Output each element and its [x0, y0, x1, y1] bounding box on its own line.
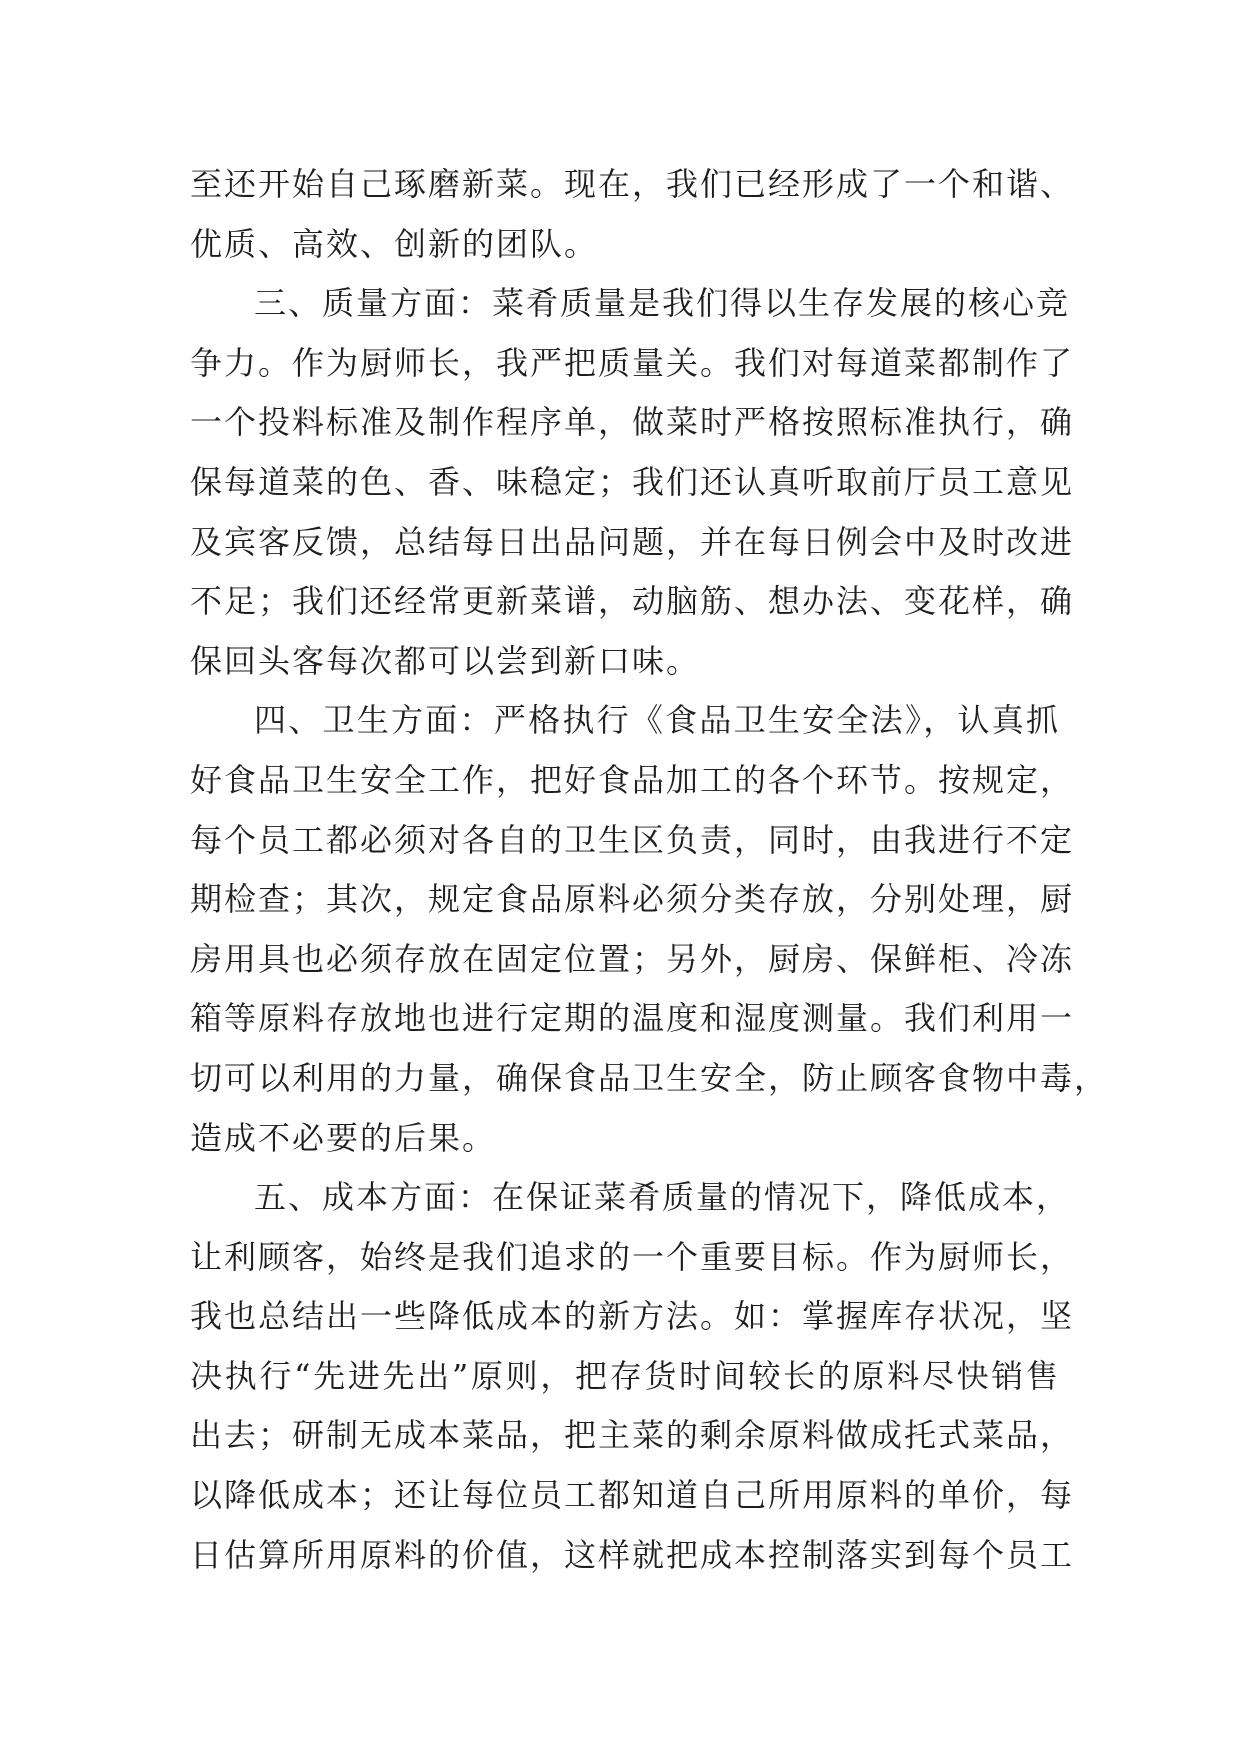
text-line: 房用具也必须存放在固定位置；另外，厨房、保鲜柜、冷冻 [190, 939, 1075, 978]
text-line: 期检查；其次，规定食品原料必须分类存放，分别处理，厨 [190, 880, 1075, 919]
text-line: 保每道菜的色、香、味稳定；我们还认真听取前厅员工意见 [190, 462, 1075, 501]
text-line: 让利顾客，始终是我们追求的一个重要目标。作为厨师长， [190, 1237, 1075, 1276]
text-line: 造成不必要的后果。 [190, 1118, 497, 1157]
text-line: 以降低成本；还让每位员工都知道自己所用原料的单价，每 [190, 1476, 1075, 1515]
text-line: 争力。作为厨师长，我严把质量关。我们对每道菜都制作了 [190, 343, 1075, 382]
text-line: 每个员工都必须对各自的卫生区负责，同时，由我进行不定 [190, 820, 1075, 859]
text-line: 切可以利用的力量，确保食品卫生安全，防止顾客食物中毒， [190, 1058, 1109, 1097]
text-line: 不足；我们还经常更新菜谱，动脑筋、想办法、变花样，确 [190, 582, 1075, 621]
text-line: 箱等原料存放地也进行定期的温度和湿度测量。我们利用一 [190, 999, 1075, 1038]
text-line: 三、质量方面：菜肴质量是我们得以生存发展的核心竞 [254, 284, 1071, 323]
text-line: 我也总结出一些降低成本的新方法。如：掌握库存状况，坚 [190, 1297, 1075, 1336]
text-line: 出去；研制无成本菜品，把主菜的剩余原料做成托式菜品， [190, 1416, 1075, 1455]
text-line: 至还开始自己琢磨新菜。现在，我们已经形成了一个和谐、 [190, 165, 1075, 203]
text-line: 保回头客每次都可以尝到新口味。 [190, 641, 701, 680]
text-line: 四、卫生方面：严格执行《食品卫生安全法》，认真抓 [254, 701, 1060, 740]
body-text [190, 155, 1109, 1585]
text-line: 决执行“先进先出”原则，把存货时间较长的原料尽快销售 [190, 1356, 1060, 1395]
text-line: 好食品卫生安全工作，把好食品加工的各个环节。按规定， [190, 760, 1075, 799]
text-line: 日估算所用原料的价值，这样就把成本控制落实到每个员工 [190, 1535, 1075, 1574]
text-line: 及宾客反馈，总结每日出品问题，并在每日例会中及时改进 [190, 522, 1075, 561]
text-line: 一个投料标准及制作程序单，做菜时严格按照标准执行，确 [190, 403, 1075, 442]
text-line: 优质、高效、创新的团队。 [190, 224, 599, 263]
text-line: 五、成本方面：在保证菜肴质量的情况下，降低成本， [254, 1178, 1071, 1217]
